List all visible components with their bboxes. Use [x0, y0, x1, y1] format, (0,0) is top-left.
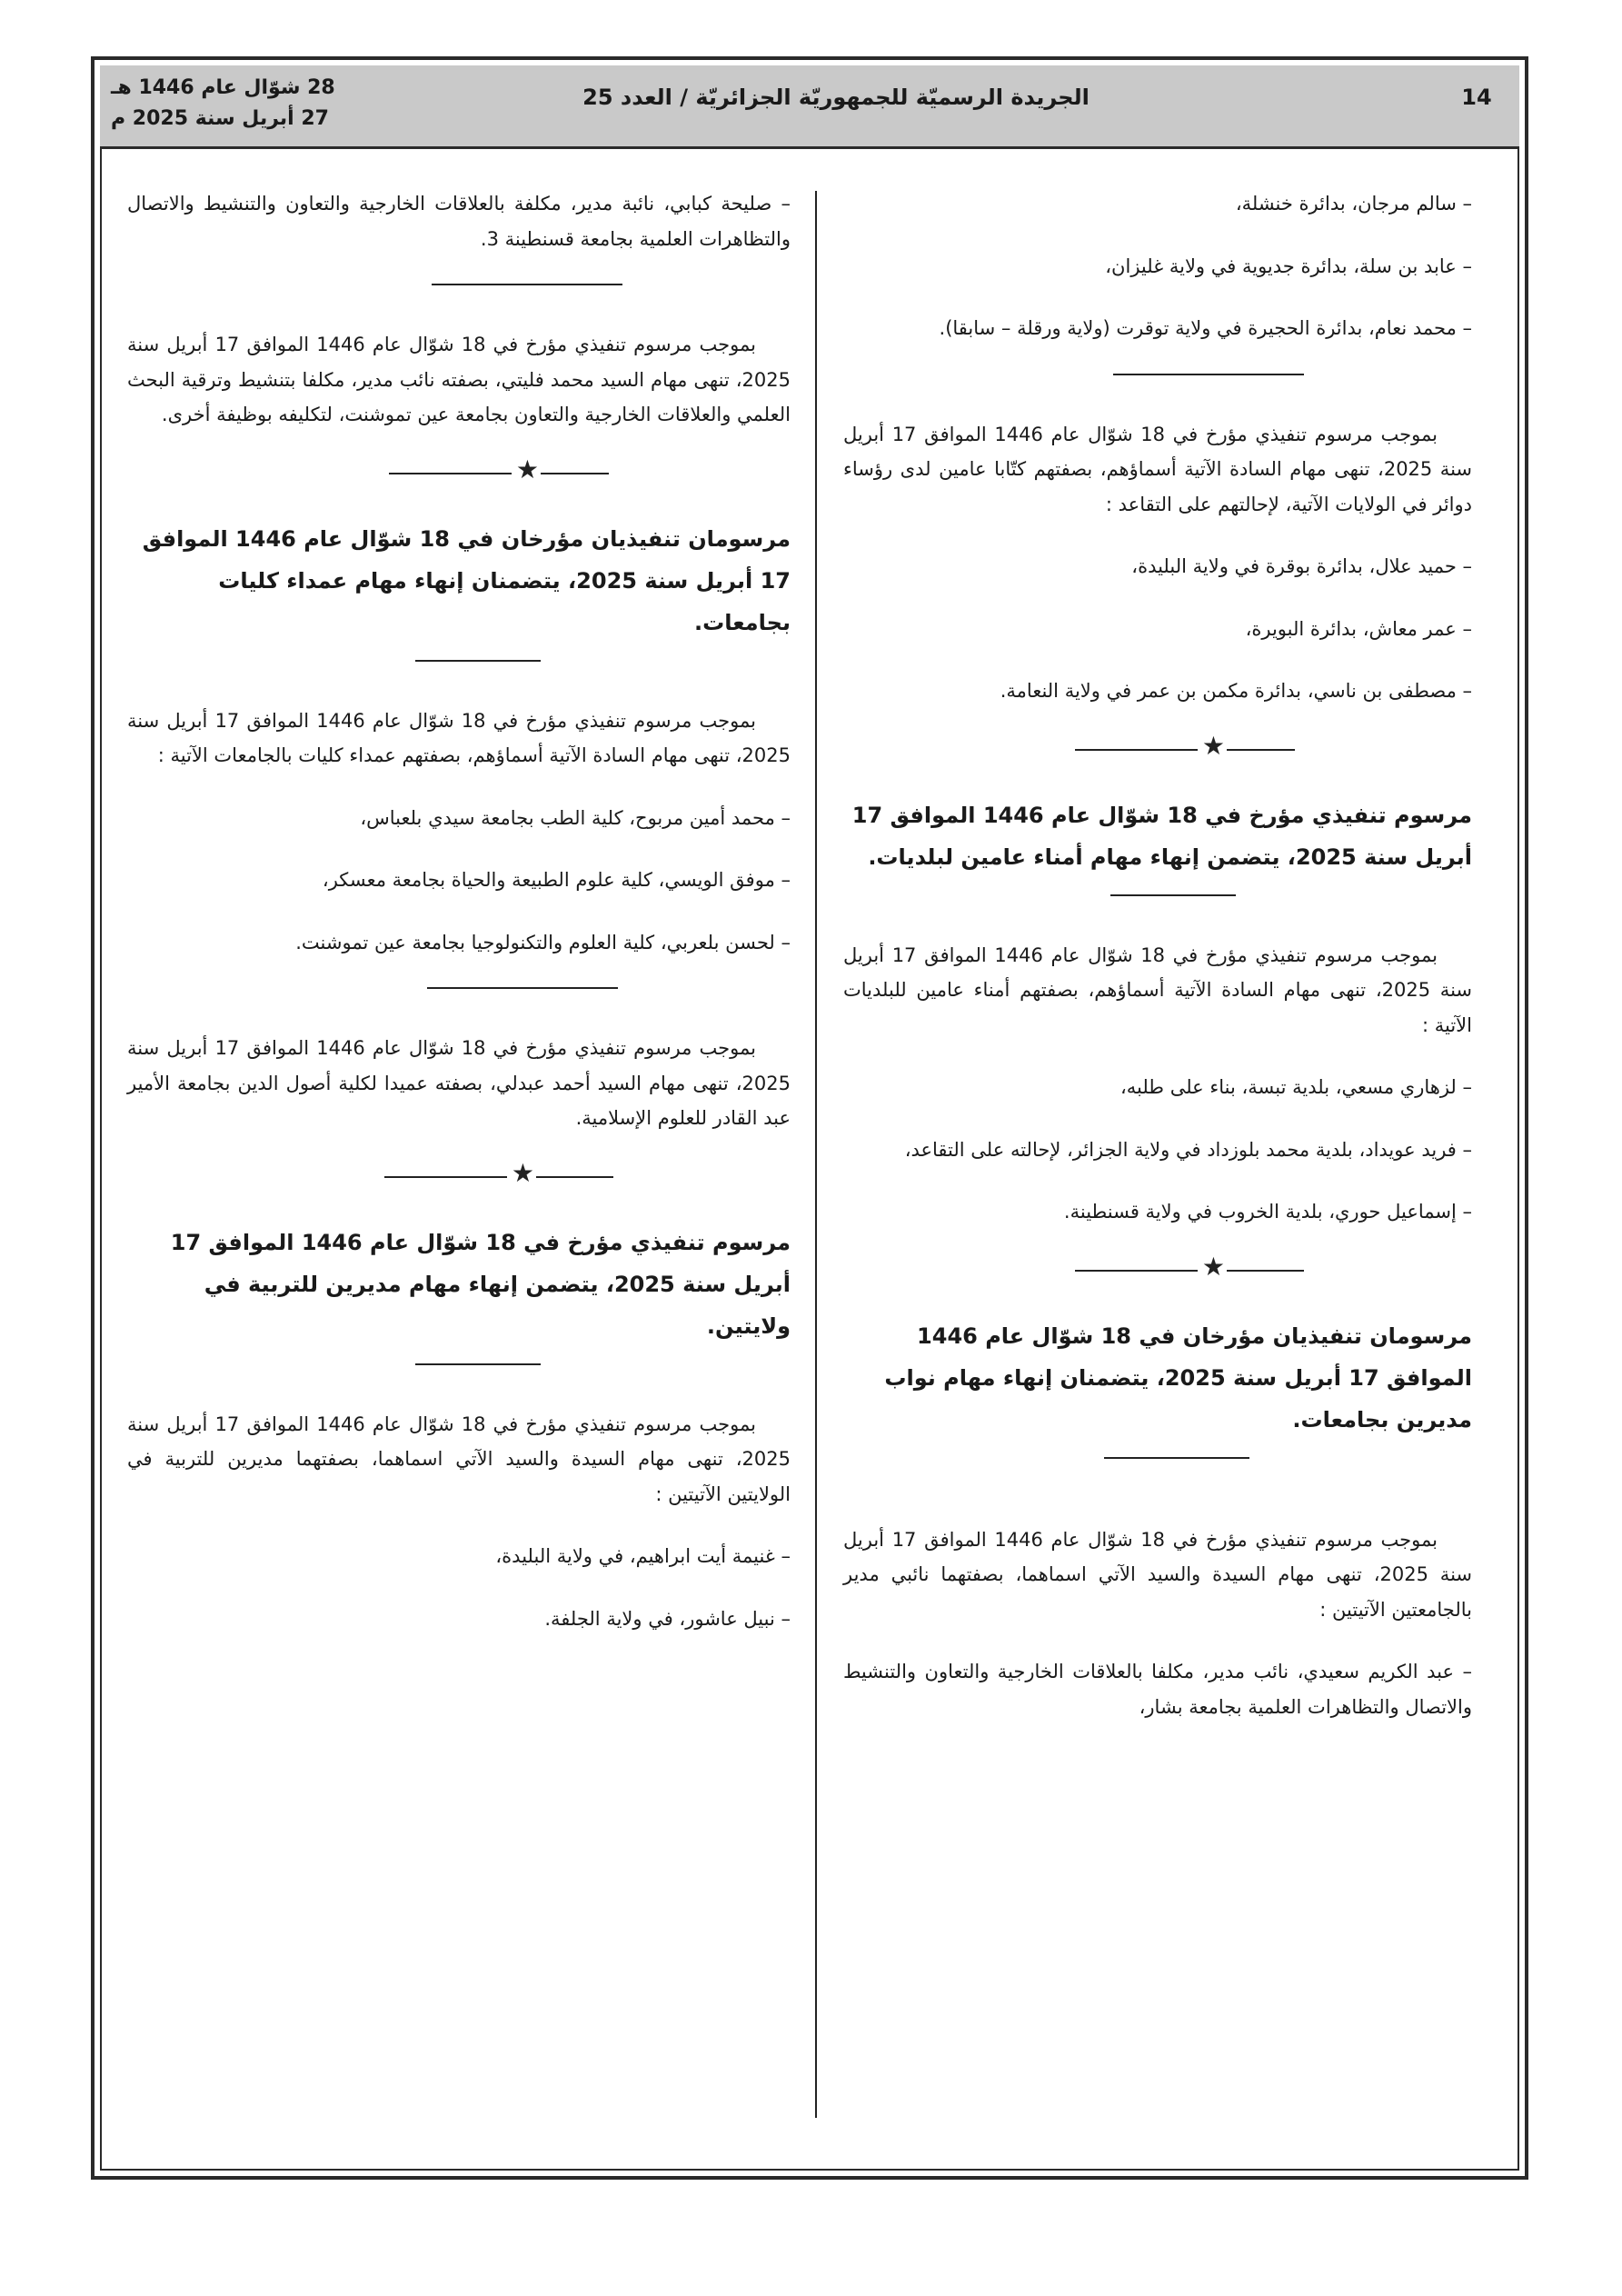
decree-paragraph: بموجب مرسوم تنفيذي مؤرخ في 18 شوّال عام 1446 الموافق 17 أبريل سنة 2025، تنهى مهام السادة الآتية أسماؤهم، بصفتهم عمداء كليات بالجامعات الآتية :	[127, 709, 791, 766]
star-separator	[843, 1251, 1472, 1284]
list-item: – موفق الويسي، كلية علوم الطبيعة والحياة بجامعة معسكر،	[322, 869, 791, 891]
section-separator	[127, 660, 791, 662]
star-separator	[127, 1157, 791, 1191]
star-separator	[127, 454, 791, 487]
section-heading: مرسومان تنفيذيان مؤرخان في 18 شوّال عام 1446 الموافق 17 أبريل سنة 2025، يتضمنان إنهاء مهام نواب مديرين بجامعات.	[884, 1323, 1472, 1433]
section-separator	[127, 284, 791, 285]
list-item: – لزهاري مسعي، بلدية تبسة، بناء على طلبه،	[1119, 1076, 1472, 1098]
list-item: – عابد بن سلة، بدائرة جديوية في ولاية غليزان،	[1105, 255, 1472, 277]
list-item: – فريد عويداد، بلدية محمد بلوزداد في ولاية الجزائر، لإحالته على التقاعد،	[904, 1138, 1472, 1161]
section-separator	[127, 1363, 791, 1365]
page-number: 14	[1461, 85, 1492, 110]
right-column	[843, 186, 1472, 1752]
decree-paragraph: بموجب مرسوم تنفيذي مؤرخ في 18 شوّال عام 1446 الموافق 17 أبريل سنة 2025، تنهى مهام السيد أحمد عبدلي، بصفته عميدا لكلية أصول الدين بجامعة الأمير عبد القادر للعلوم الإسلامية.	[127, 1037, 791, 1129]
date-gregorian: 27 أبريل سنة 2025 م	[111, 107, 329, 130]
left-column	[127, 186, 791, 1663]
star-icon: ★	[1201, 730, 1225, 761]
section-heading: مرسوم تنفيذي مؤرخ في 18 شوّال عام 1446 الموافق 17 أبريل سنة 2025، يتضمن إنهاء مهام مديرين للتربية في ولايتين.	[170, 1229, 791, 1339]
list-item: – عمر معاش، بدائرة البويرة،	[1245, 617, 1472, 640]
section-separator	[127, 987, 791, 989]
list-item: – إسماعيل حوري، بلدية الخروب في ولاية قسنطينة.	[1063, 1201, 1472, 1223]
list-item: – عبد الكريم سعيدي، نائب مدير، مكلفا بالعلاقات الخارجية والتعاون والتنشيط والاتصال والتظاهرات العلمية بجامعة بشار،	[843, 1661, 1472, 1718]
decree-paragraph: بموجب مرسوم تنفيذي مؤرخ في 18 شوّال عام 1446 الموافق 17 أبريل سنة 2025، تنهى مهام السيدة والسيد الآتي اسماهما، بصفتهما نائبي مدير بالجامعتين الآتيتين :	[843, 1528, 1472, 1621]
list-item: – لحسن بلعربي، كلية العلوم والتكنولوجيا بجامعة عين تموشنت.	[295, 931, 791, 953]
decree-paragraph: بموجب مرسوم تنفيذي مؤرخ في 18 شوّال عام 1446 الموافق 17 أبريل سنة 2025، تنهى مهام السيدة والسيد الآتي اسماهما، بصفتهما مديرين للتربية في الولايتين الآتيتين :	[127, 1413, 791, 1505]
list-item: – غنيمة أيت ابراهيم، في ولاية البليدة،	[495, 1545, 791, 1567]
section-separator	[843, 374, 1472, 375]
decree-paragraph: بموجب مرسوم تنفيذي مؤرخ في 18 شوّال عام 1446 الموافق 17 أبريل سنة 2025، تنهى مهام السادة الآتية أسماؤهم، بصفتهم أمناء عامين للبلديات الآتية :	[843, 943, 1472, 1036]
decree-paragraph: بموجب مرسوم تنفيذي مؤرخ في 18 شوّال عام 1446 الموافق 17 أبريل سنة 2025، تنهى مهام السادة الآتية أسماؤهم، بصفتهم كتّابا عامين لدى رؤساء دوائر في الولايات الآتية، لإحالتهم على التقاعد :	[843, 423, 1473, 515]
list-item: – نبيل عاشور، في ولاية الجلفة.	[544, 1607, 791, 1630]
star-icon: ★	[515, 454, 539, 484]
list-item: – محمد أمين مربوح، كلية الطب بجامعة سيدي بلعباس،	[360, 806, 791, 829]
star-separator	[843, 730, 1472, 764]
column-divider	[815, 191, 817, 2118]
list-item: – صليحة كبابي، نائبة مدير، مكلفة بالعلاقات الخارجية والتعاون والتنشيط والاتصال والتظاهرات العلمية بجامعة قسنطينة 3.	[127, 193, 791, 250]
list-item: – سالم مرجان، بدائرة خنشلة،	[1235, 193, 1472, 215]
issue-date	[111, 73, 383, 135]
list-item: – حميد علال، بدائرة بوقرة في ولاية البليدة،	[1131, 555, 1472, 577]
date-hijri: 28 شوّال عام 1446 هـ	[111, 76, 335, 99]
journal-title: الجريدة الرسميّة للجمهوريّة الجزائريّة / العدد 25	[582, 85, 1090, 110]
section-separator	[843, 1457, 1472, 1459]
decree-paragraph: بموجب مرسوم تنفيذي مؤرخ في 18 شوّال عام 1446 الموافق 17 أبريل سنة 2025، تنهى مهام السيد محمد فليتي، بصفته نائب مدير، مكلفا بتنشيط وترقية البحث العلمي والعلاقات الخارجية والتعاون بجامعة عين تموشنت، لتكليفه بوظيفة أخرى.	[127, 334, 791, 425]
star-icon: ★	[511, 1157, 534, 1188]
section-heading: مرسومان تنفيذيان مؤرخان في 18 شوّال عام 1446 الموافق 17 أبريل سنة 2025، يتضمنان إنهاء مهام عمداء كليات بجامعات.	[142, 525, 791, 635]
section-heading: مرسوم تنفيذي مؤرخ في 18 شوّال عام 1446 الموافق 17 أبريل سنة 2025، يتضمن إنهاء مهام أمناء عامين لبلديات.	[851, 802, 1472, 870]
star-icon: ★	[1201, 1251, 1225, 1282]
list-item: – محمد نعام، بدائرة الحجيرة في ولاية توقرت (ولاية ورقلة – سابقا).	[939, 317, 1472, 339]
section-separator	[843, 894, 1472, 896]
list-item: – مصطفى بن ناسي، بدائرة مكمن بن عمر في ولاية النعامة.	[1000, 680, 1472, 702]
